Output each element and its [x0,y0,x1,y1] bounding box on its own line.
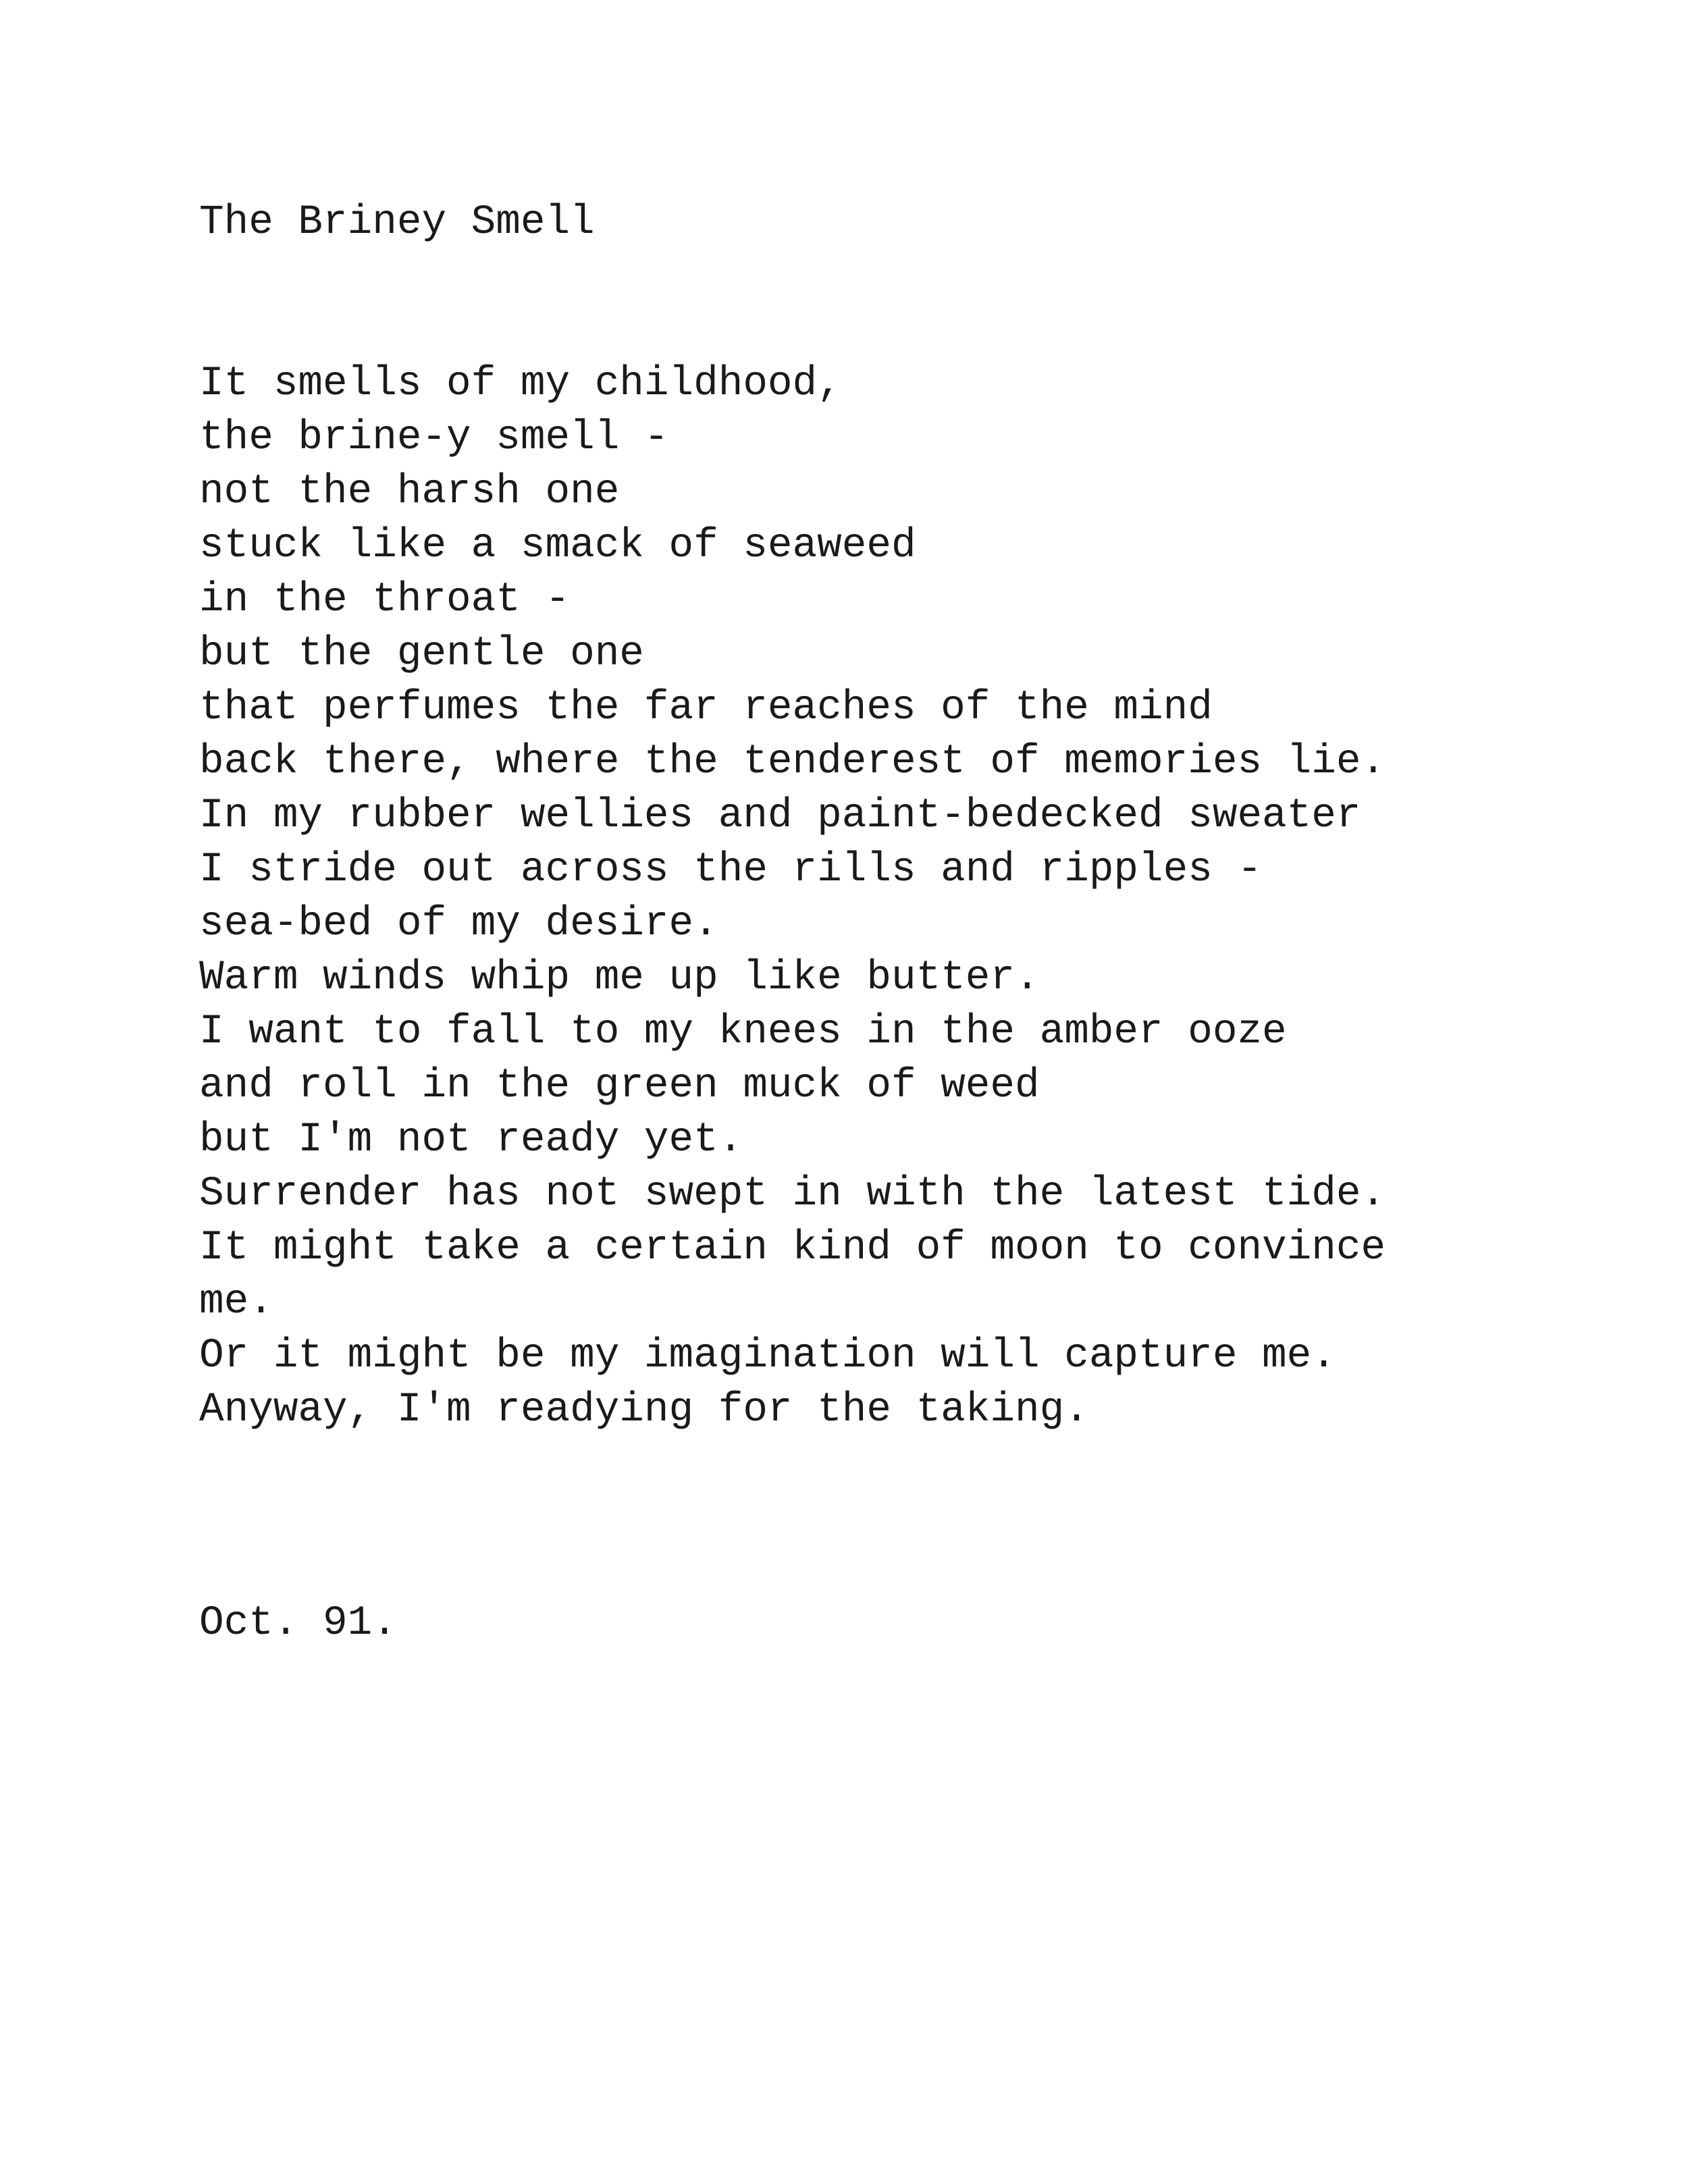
poem-line: Warm winds whip me up like butter. [199,955,1040,1001]
poem-line: Surrender has not swept in with the latest tide. [199,1171,1386,1217]
poem-line: in the throat - [199,577,571,623]
poem-line: and roll in the green muck of weed [199,1063,1040,1109]
poem-line: In my rubber wellies and paint-bedecked sweater [199,793,1361,839]
poem-line: I stride out across the rills and ripples - [199,847,1263,893]
poem-line: not the harsh one [199,469,620,515]
poem-line: It might take a certain kind of moon to convince [199,1225,1386,1271]
poem-line: stuck like a smack of seaweed [199,523,916,569]
poem-date: Oct. 91. [199,1600,397,1647]
poem-line: but the gentle one [199,631,644,677]
poem-line: It smells of my childhood, [199,361,842,407]
poem-line: the brine-y smell - [199,415,669,461]
poem-line: Anyway, I'm readying for the taking. [199,1387,1089,1433]
poem-line: Or it might be my imagination will capture me. [199,1333,1336,1379]
poem-line: me. [199,1279,273,1325]
poem-line: sea-bed of my desire. [199,901,718,947]
poem-line: I want to fall to my knees in the amber ooze [199,1009,1287,1055]
poem-line: but I'm not ready yet. [199,1117,743,1163]
poem-line: back there, where the tenderest of memories lie. [199,739,1386,785]
poem-body [199,357,1386,1437]
poem-title: The Briney Smell [199,199,595,246]
poem-line: that perfumes the far reaches of the mind [199,685,1213,731]
